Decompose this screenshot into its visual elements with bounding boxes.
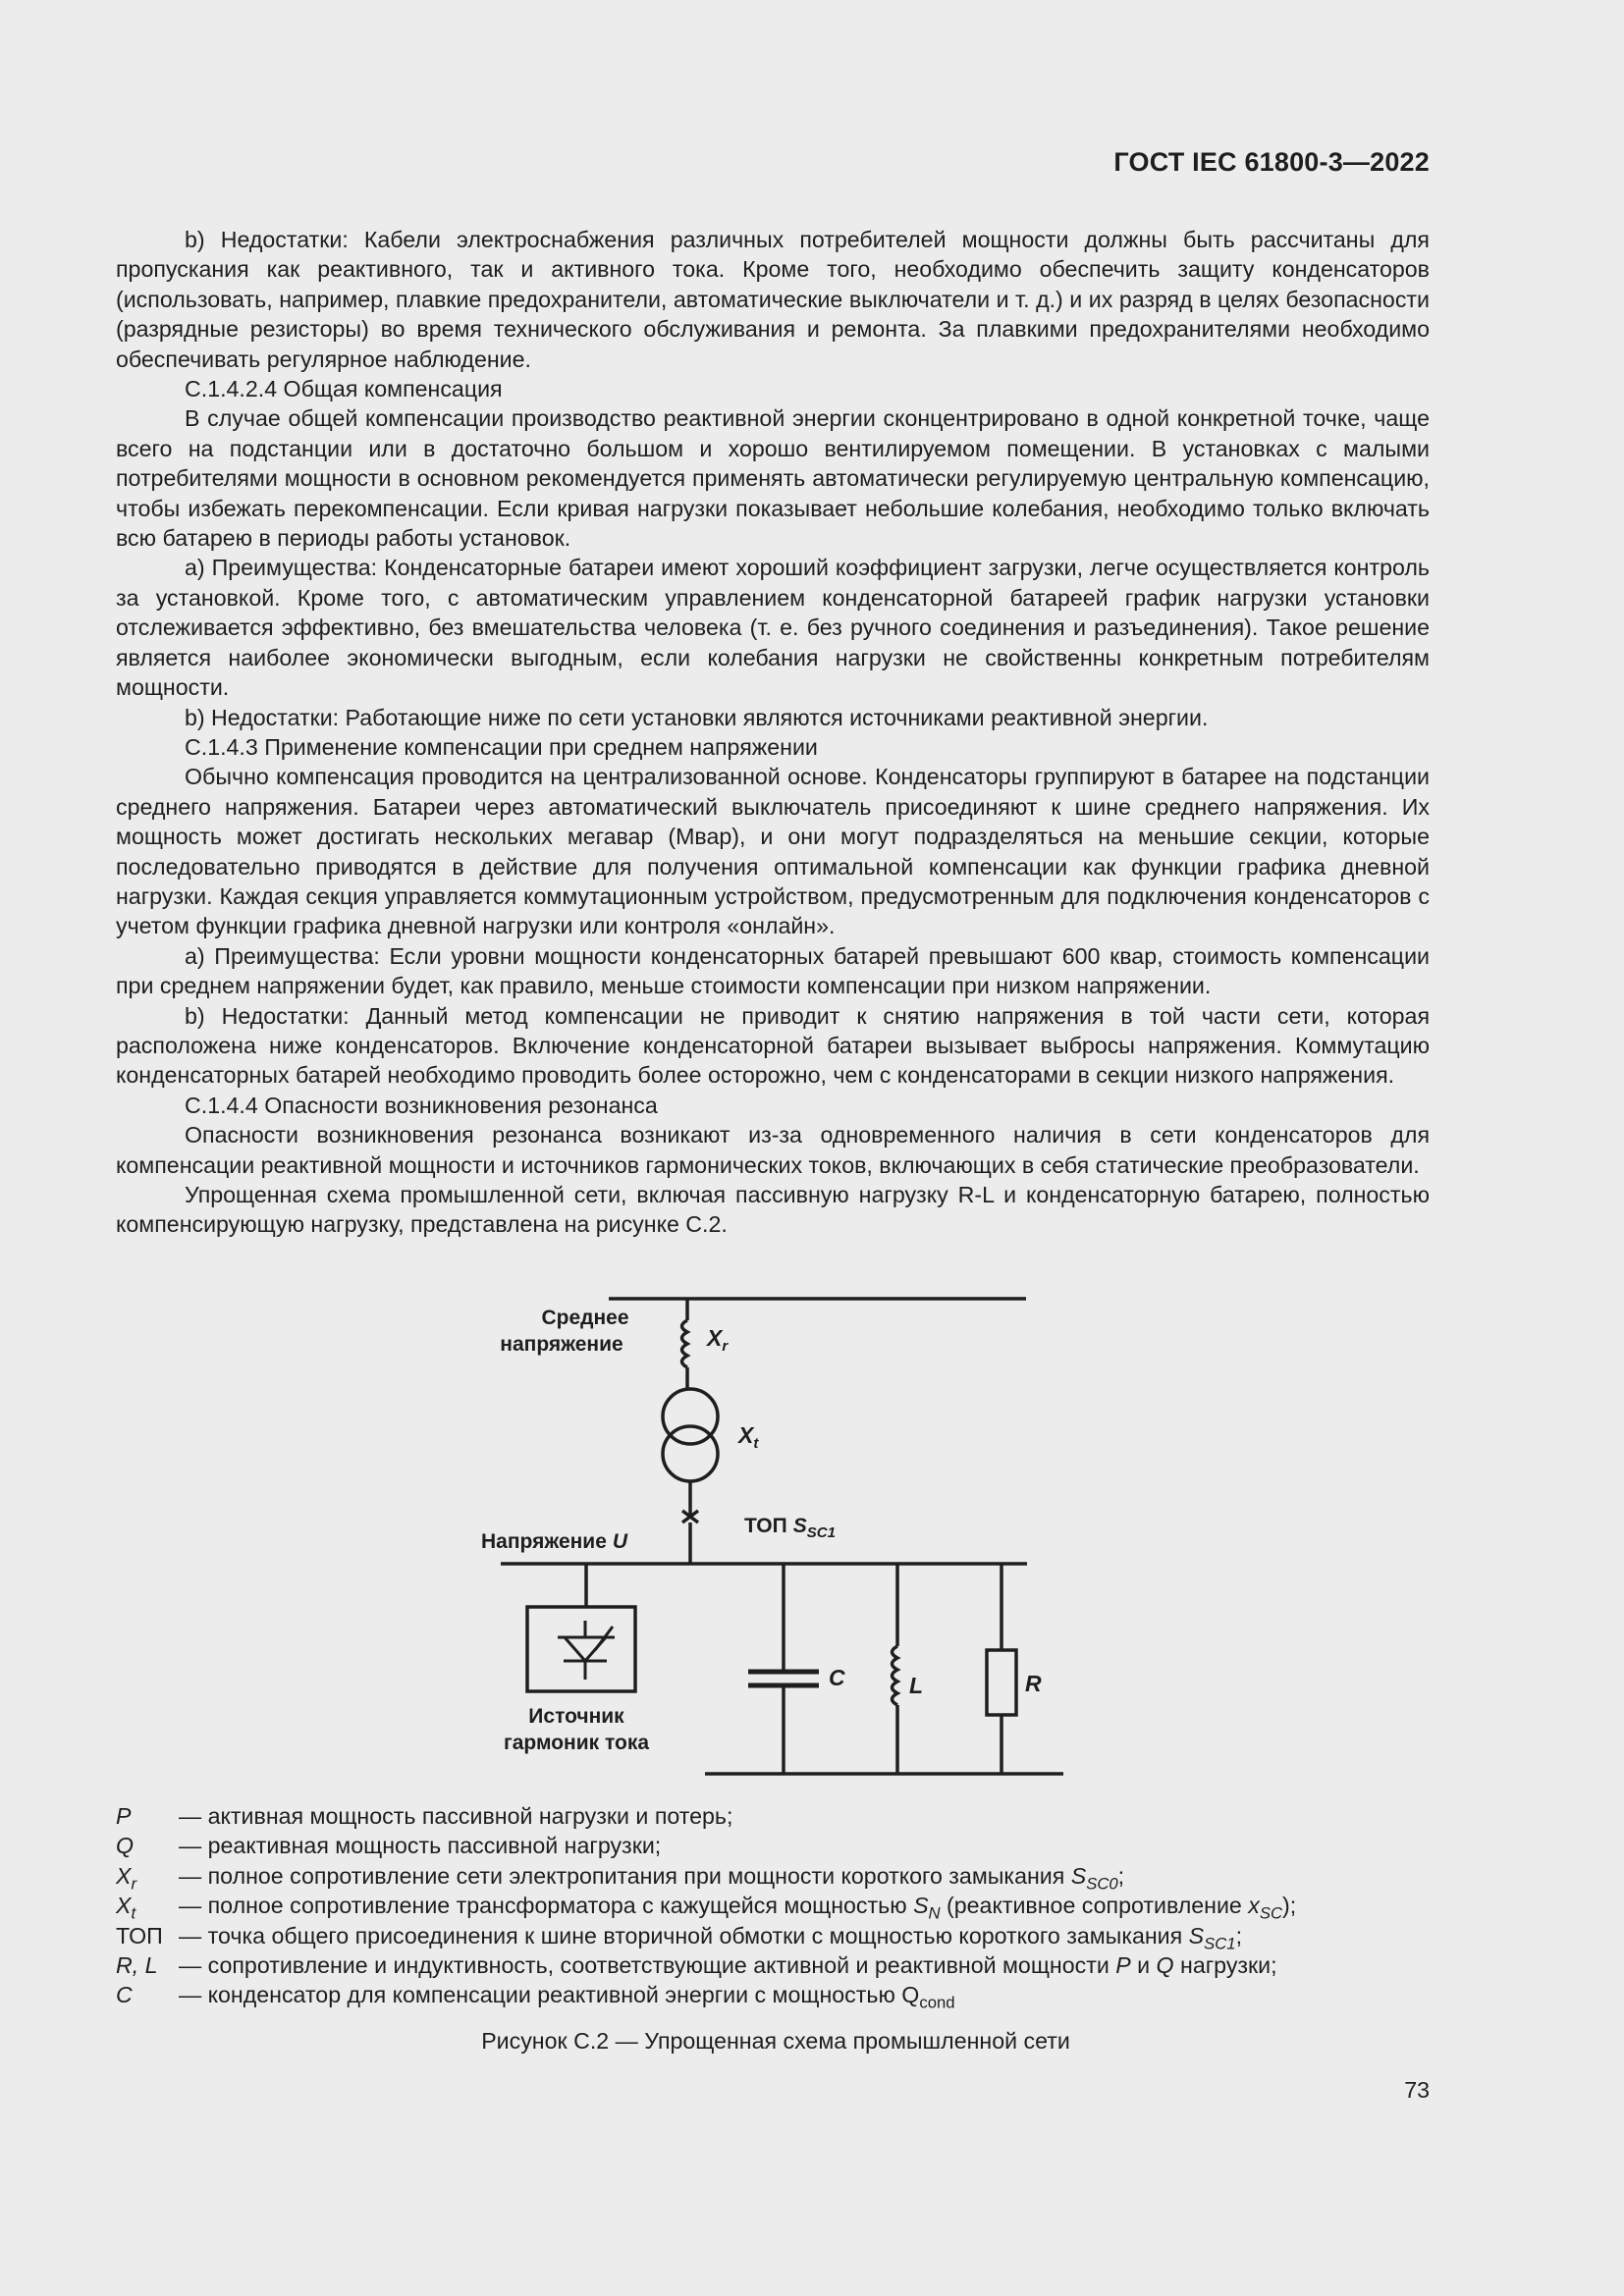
legend-text: — полное сопротивление трансформатора с кажущейся мощностью $S_N$ (реактивное сопротивление $x_{SC}$); xyxy=(179,1893,1297,1923)
legend-text: — реактивная мощность пассивной нагрузки; xyxy=(179,1833,662,1859)
paragraph: Опасности возникновения резонанса возникают из-за одновременного наличия в сети конденсаторов для компенсации реактивной мощности и источников гармонических токов, включающих в себя статические преобразователи. xyxy=(116,1122,1430,1178)
legend-text: — сопротивление и индуктивность, соответствующие активной и реактивной мощности P и Q нагрузки; xyxy=(179,1952,1277,1979)
source-label-line2: гармоник тока xyxy=(503,1732,650,1754)
figure-legend xyxy=(116,1801,1430,2010)
document-header: ГОСТ IEC 61800-3—2022 xyxy=(1113,147,1430,177)
paragraph: b) Недостатки: Данный метод компенсации не приводит к снятию напряжения в той части сети, которая расположена ниже конденсаторов. Включение конденсаторной батареи вызывает выбросы напряжения. Коммутацию конденсаторных батарей необходимо проводить более осторожно, чем с конденсаторами в секции низкого напряжения. xyxy=(116,1002,1430,1089)
legend-symbol: $X_r$ xyxy=(116,1862,137,1894)
legend-item-xt xyxy=(116,1891,1430,1923)
thyristor-icon xyxy=(558,1621,615,1680)
paragraph: b) Недостатки: Работающие ниже по сети установки являются источниками реактивной энергии. xyxy=(185,704,1209,730)
xt-label: $X_t$ xyxy=(738,1422,759,1452)
load-resistor xyxy=(987,1650,1016,1715)
xr-label: $X_r$ xyxy=(707,1325,729,1355)
inductor-label: L xyxy=(909,1673,924,1698)
legend-text: — полное сопротивление сети электропитания при мощности короткого замыкания $S_{SC0}$; xyxy=(179,1862,1125,1894)
voltage-label: Напряжение U xyxy=(481,1530,628,1553)
legend-text: — точка общего присоединения к шине вторичной обмотки с мощностью короткого замыкания $S_{SC1}$; xyxy=(179,1922,1243,1952)
mv-label-line2: напряжение xyxy=(500,1333,623,1356)
harmonic-source-box xyxy=(527,1607,635,1691)
legend-item-p xyxy=(116,1801,1430,1831)
pcc-label: ТОП $S_{SC1}$ xyxy=(744,1515,836,1541)
legend-item-q xyxy=(116,1831,1430,1860)
section-heading: С.1.4.2.4 Общая компенсация xyxy=(185,376,503,402)
legend-symbol: $X_t$ xyxy=(116,1893,136,1923)
legend-text: — активная мощность пассивной нагрузки и потерь; xyxy=(179,1803,733,1829)
legend-symbol: C xyxy=(116,1982,133,2008)
legend-item-pcc xyxy=(116,1921,1430,1950)
legend-symbol: R, L xyxy=(116,1952,158,1979)
legend-item-rl xyxy=(116,1950,1430,1980)
page-number: 73 xyxy=(1404,2077,1430,2103)
paragraph: a) Преимущества: Конденсаторные батареи имеют хороший коэффициент загрузки, легче осуществляется контроль за установкой. Кроме того, с автоматическим управлением конденсаторной батареей график нагрузки установки отслеживается эффективно, без вмешательства человека (т. е. без ручного соединения и разъединения). Такое решение является наиболее экономически выгодным, если колебания нагрузки не свойственны конкретным потребителям мощности. xyxy=(116,555,1430,701)
paragraph: a) Преимущества: Если уровни мощности конденсаторных батарей превышают 600 квар, стоимость компенсации при среднем напряжении будет, как правило, меньше стоимости компенсации при низком напряжении. xyxy=(116,942,1430,999)
network-inductor xyxy=(682,1320,688,1367)
legend-item-xr xyxy=(116,1861,1430,1894)
legend-text: — конденсатор для компенсации реактивной энергии с мощностью $Q_{cond}$ xyxy=(179,1982,955,2012)
source-label: Источник xyxy=(528,1705,624,1728)
legend-symbol: Q xyxy=(116,1833,135,1859)
transformer-secondary xyxy=(663,1426,718,1481)
section-heading: С.1.4.4 Опасности возникновения резонанса xyxy=(185,1092,658,1118)
paragraph: Упрощенная схема промышленной сети, включая пассивную нагрузку R-L и конденсаторную батарею, полностью компенсирующую нагрузку, представлена на рисунке С.2. xyxy=(116,1182,1430,1238)
legend-item-c xyxy=(116,1980,1430,2012)
figure-caption: Рисунок С.2 — Упрощенная схема промышленной сети xyxy=(481,2028,1070,2054)
capacitor-label: C xyxy=(829,1665,845,1690)
paragraph: В случае общей компенсации производство реактивной энергии сконцентрировано в одной конкретной точке, чаще всего на подстанции или в достаточно большом и хорошо вентилируемом помещении. В установках с малыми потребителями мощности в основном рекомендуется применять автоматически регулируемую центральную компенсацию, чтобы избежать перекомпенсации. Если кривая нагрузки показывает небольшие колебания, необходимо только включать всю батарею в периоды работы установок. xyxy=(116,405,1430,552)
section-heading: С.1.4.3 Применение компенсации при среднем напряжении xyxy=(185,733,818,760)
circuit-diagram xyxy=(461,1291,1090,1782)
body-text xyxy=(116,225,1430,1240)
legend-symbol: ТОП xyxy=(116,1922,163,1949)
resistor-label: R xyxy=(1025,1671,1042,1696)
legend-symbol: P xyxy=(116,1803,132,1829)
mv-label: Среднее xyxy=(541,1307,629,1329)
load-inductor xyxy=(893,1646,898,1705)
paragraph: Обычно компенсация проводится на централизованной основе. Конденсаторы группируют в батарее на подстанции среднего напряжения. Батареи через автоматический выключатель присоединяют к шине среднего напряжения. Их мощность может достигать нескольких мегавар (Мвар), и они могут подразделяться на меньшие секции, которые последовательно приводятся в действие для получения оптимальной компенсации как функции графика дневной нагрузки. Каждая секция управляется коммутационным устройством, предусмотренным для подключения конденсаторов с учетом функции графика дневной нагрузки или контроля «онлайн». xyxy=(116,764,1430,939)
paragraph: b) Недостатки: Кабели электроснабжения различных потребителей мощности должны быть рассчитаны для пропускания как реактивного, так и активного тока. Кроме того, необходимо обеспечить защиту конденсаторов (использовать, например, плавкие предохранители, автоматические выключатели и т. д.) и их разряд в целях безопасности (разрядные резисторы) во время технического обслуживания и ремонта. За плавкими предохранителями необходимо обеспечивать регулярное наблюдение. xyxy=(116,227,1430,372)
